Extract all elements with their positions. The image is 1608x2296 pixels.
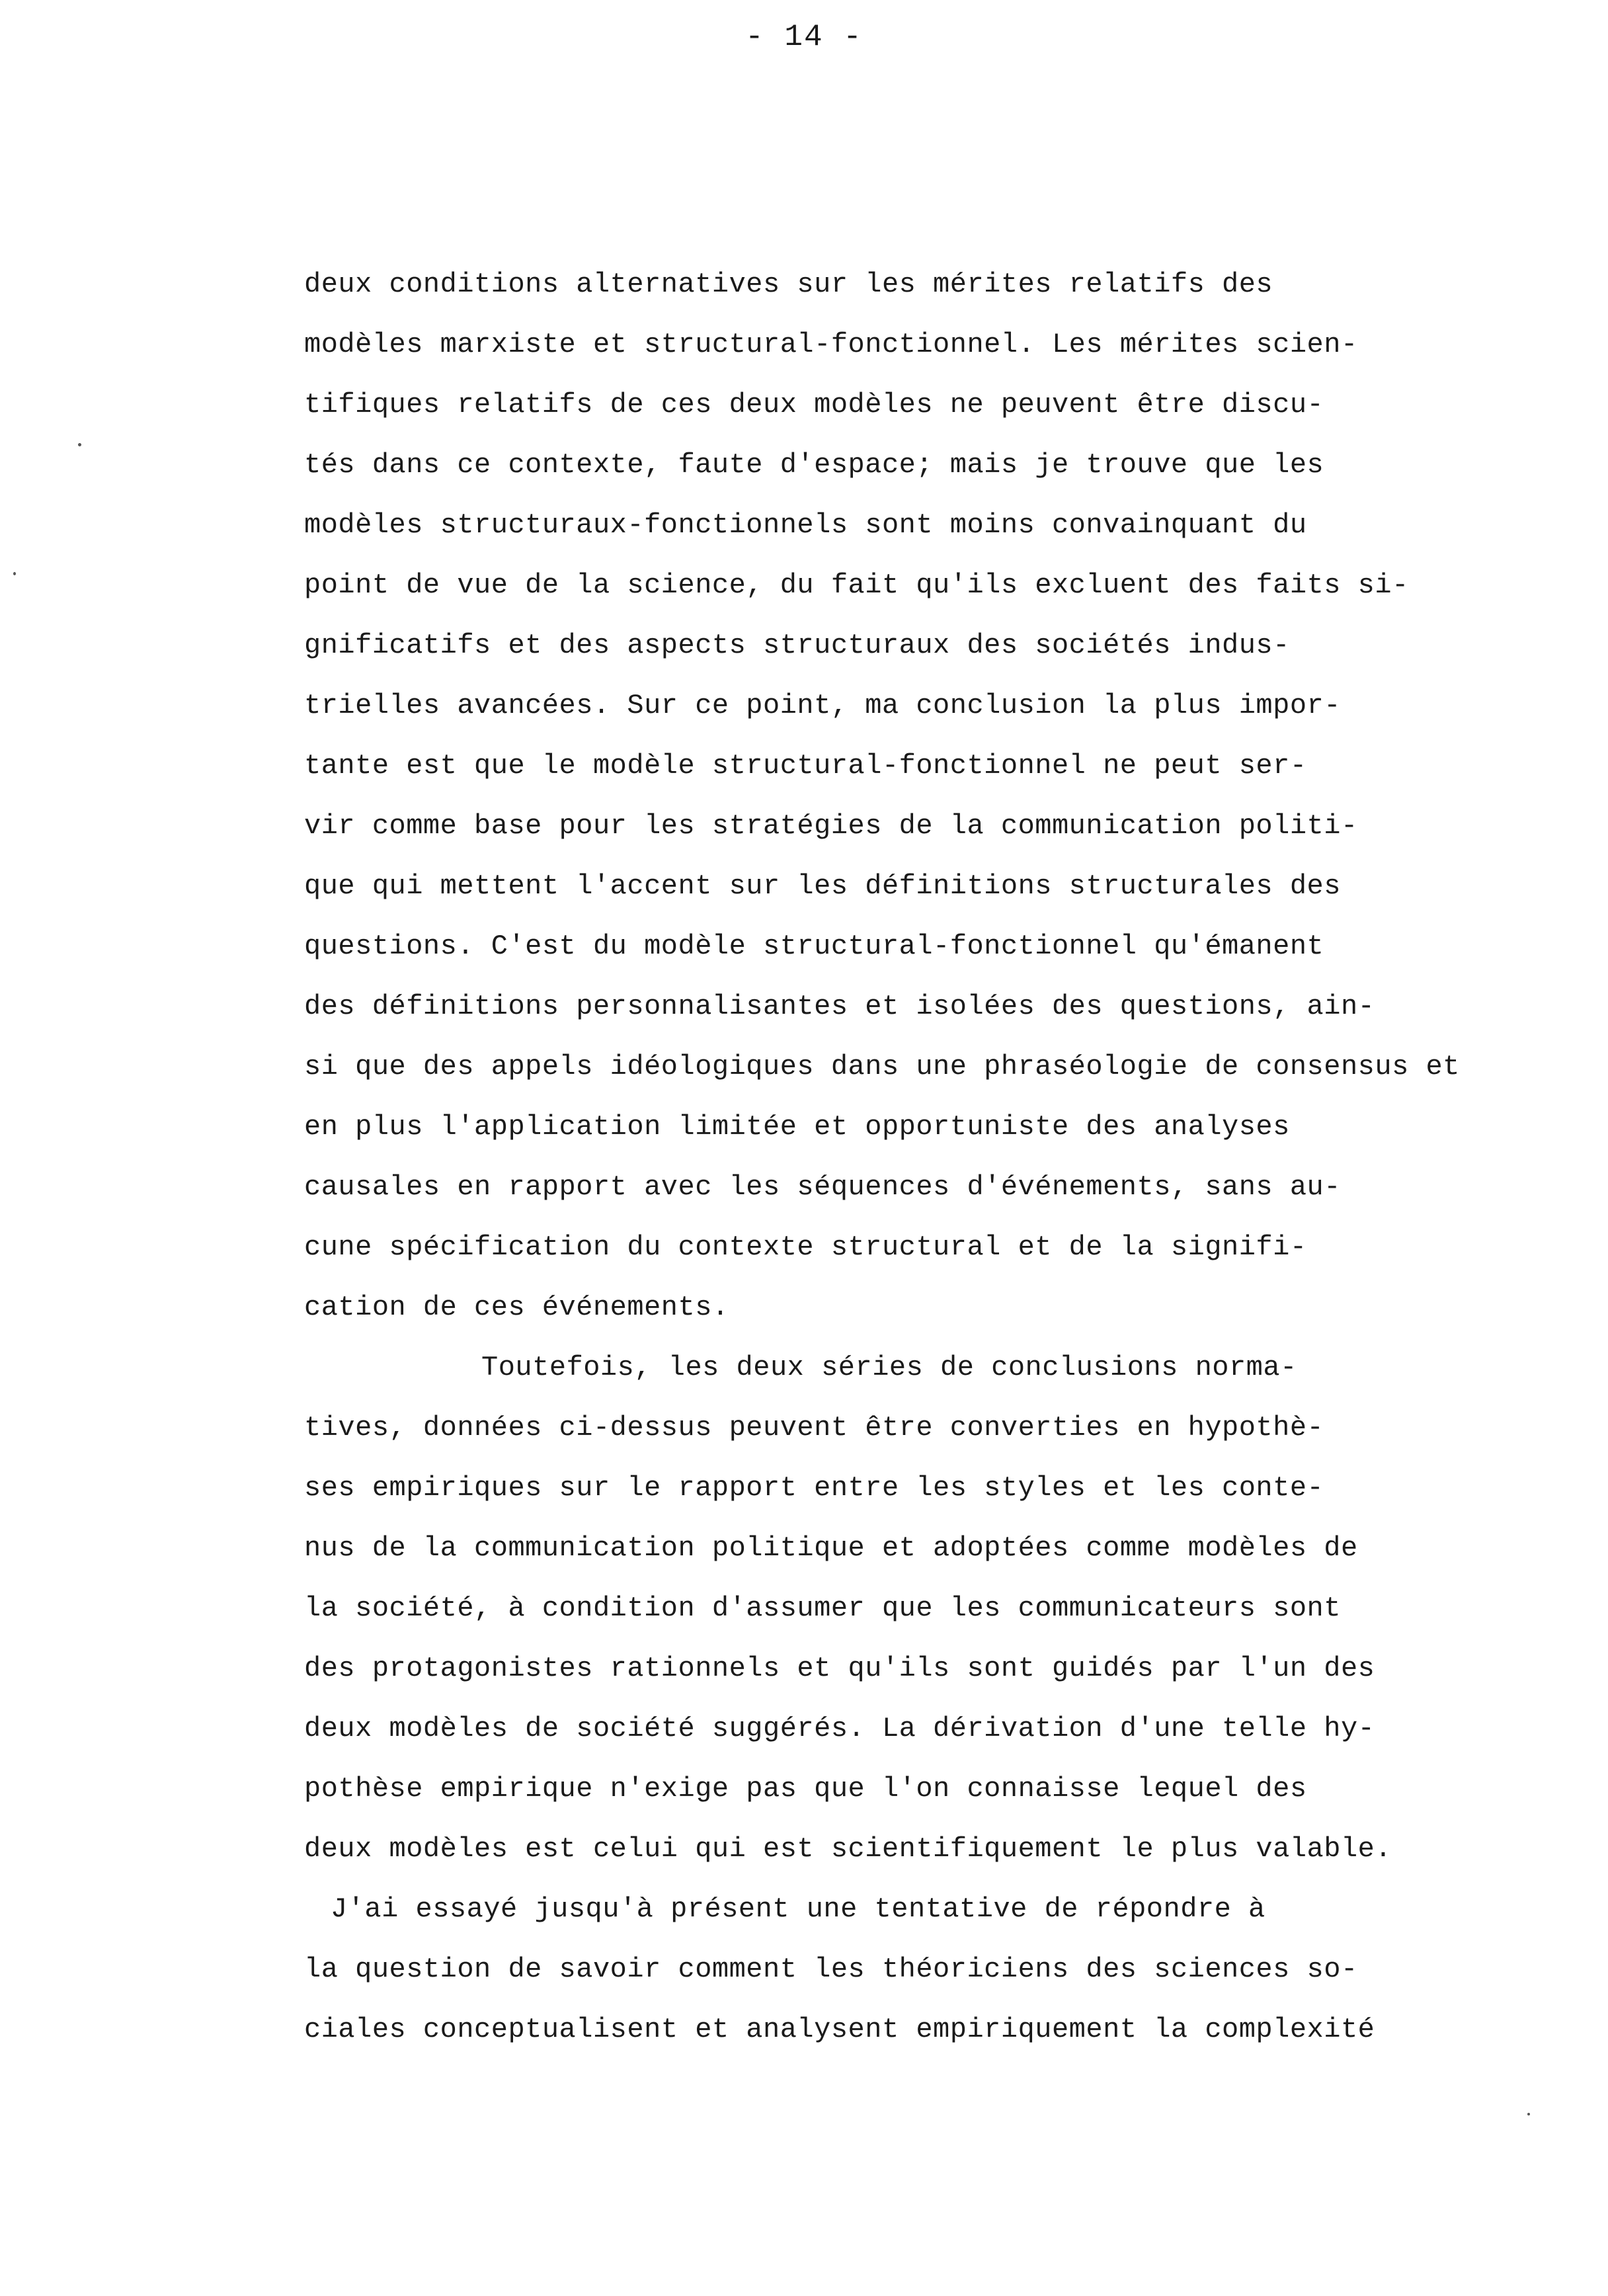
- text-line: cation de ces événements.: [304, 1292, 729, 1323]
- text-line: nus de la communication politique et adoptées comme modèles de: [304, 1532, 1358, 1564]
- text-line: tés dans ce contexte, faute d'espace; mais je trouve que les: [304, 449, 1324, 481]
- text-line: vir comme base pour les stratégies de la communication politi-: [304, 810, 1358, 842]
- scan-speck: [13, 572, 16, 575]
- text-line: ciales conceptualisent et analysent empiriquement la complexité: [304, 2014, 1375, 2045]
- paragraph-start-line: Toutefois, les deux séries de conclusions norma-: [481, 1352, 1297, 1383]
- text-line: cune spécification du contexte structural et de la signifi-: [304, 1231, 1307, 1263]
- paragraph-start-line: J'ai essayé jusqu'à présent une tentative de répondre à: [331, 1893, 1266, 1925]
- text-line: la société, à condition d'assumer que les communicateurs sont: [304, 1592, 1341, 1624]
- scan-speck: [1527, 2113, 1530, 2115]
- text-line: deux conditions alternatives sur les mérites relatifs des: [304, 268, 1273, 300]
- text-line: modèles structuraux-fonctionnels sont moins convainquant du: [304, 509, 1307, 541]
- text-line: en plus l'application limitée et opportuniste des analyses: [304, 1111, 1290, 1143]
- body-text: [304, 255, 1547, 2060]
- text-line: deux modèles est celui qui est scientifiquement le plus valable.: [304, 1833, 1392, 1865]
- text-line: tifiques relatifs de ces deux modèles ne peuvent être discu-: [304, 389, 1324, 421]
- text-line: causales en rapport avec les séquences d'événements, sans au-: [304, 1171, 1341, 1203]
- text-line: tives, données ci-dessus peuvent être converties en hypothè-: [304, 1412, 1324, 1444]
- text-line: questions. C'est du modèle structural-fonctionnel qu'émanent: [304, 930, 1324, 962]
- text-line: ses empiriques sur le rapport entre les styles et les conte-: [304, 1472, 1324, 1504]
- text-line: tante est que le modèle structural-fonctionnel ne peut ser-: [304, 750, 1307, 782]
- text-line: pothèse empirique n'exige pas que l'on connaisse lequel des: [304, 1773, 1307, 1805]
- text-line: deux modèles de société suggérés. La dérivation d'une telle hy-: [304, 1713, 1375, 1744]
- text-line: des protagonistes rationnels et qu'ils sont guidés par l'un des: [304, 1653, 1375, 1684]
- text-line: la question de savoir comment les théoriciens des sciences so-: [304, 1953, 1358, 1985]
- text-line: gnificatifs et des aspects structuraux des sociétés indus-: [304, 630, 1290, 661]
- page-number: - 14 -: [745, 20, 863, 54]
- text-line: modèles marxiste et structural-fonctionnel. Les mérites scien-: [304, 329, 1358, 360]
- text-line: des définitions personnalisantes et isolées des questions, ain-: [304, 991, 1375, 1022]
- scan-speck: [78, 443, 81, 446]
- text-line: que qui mettent l'accent sur les définitions structurales des: [304, 870, 1341, 902]
- text-line: trielles avancées. Sur ce point, ma conclusion la plus impor-: [304, 690, 1341, 721]
- text-line: point de vue de la science, du fait qu'ils excluent des faits si-: [304, 569, 1409, 601]
- text-line: si que des appels idéologiques dans une phraséologie de consensus et: [304, 1051, 1460, 1083]
